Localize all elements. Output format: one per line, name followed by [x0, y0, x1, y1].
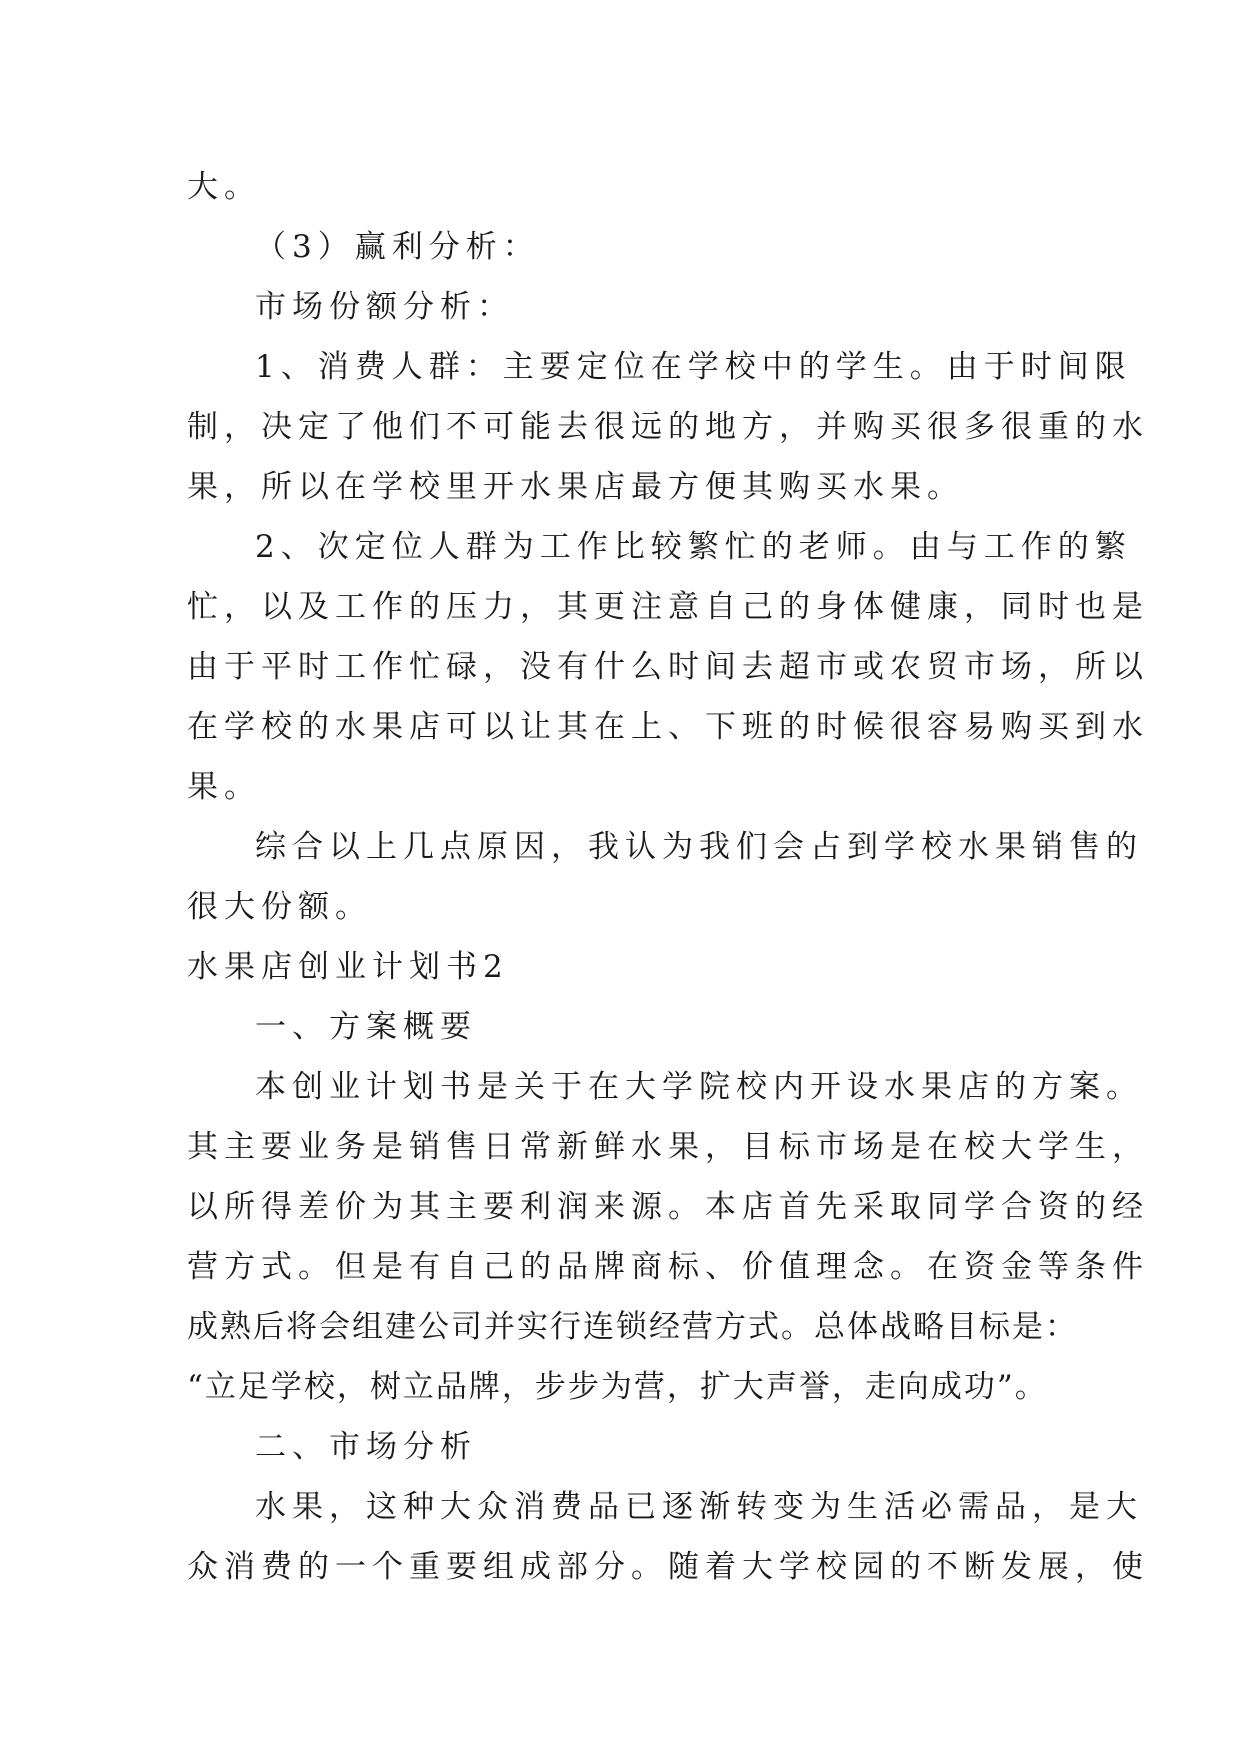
text-line: 大。: [187, 169, 261, 205]
text-line: 果。: [187, 769, 261, 805]
text-line: 众消费的一个重要组成部分。随着大学校园的不断发展，使: [187, 1549, 1149, 1585]
text-line: 成熟后将会组建公司并实行连锁经营方式。总体战略目标是：: [187, 1309, 1078, 1345]
text-line: 1、消费人群：主要定位在学校中的学生。由于时间限: [255, 349, 1132, 385]
text-line: “立足学校，树立品牌，步步为营，扩大声誉，走向成功”。: [187, 1369, 1048, 1405]
subsection-heading: 市场份额分析：: [255, 289, 514, 325]
section-heading: 一、方案概要: [255, 1009, 477, 1045]
text-line: 由于平时工作忙碌，没有什么时间去超市或农贸市场，所以: [187, 649, 1149, 685]
text-line: 本创业计划书是关于在大学院校内开设水果店的方案。: [255, 1069, 1143, 1105]
text-line: 综合以上几点原因，我认为我们会占到学校水果销售的: [255, 829, 1143, 865]
text-line: 2、次定位人群为工作比较繁忙的老师。由与工作的繁: [255, 529, 1132, 565]
text-line: 在学校的水果店可以让其在上、下班的时候很容易购买到水: [187, 709, 1149, 745]
text-line: 其主要业务是销售日常新鲜水果，目标市场是在校大学生，: [187, 1129, 1149, 1165]
text-line: 果，所以在学校里开水果店最方便其购买水果。: [187, 469, 964, 505]
section-heading: 二、市场分析: [255, 1429, 477, 1465]
text-line: 水果，这种大众消费品已逐渐转变为生活必需品，是大: [255, 1489, 1143, 1525]
text-line: 忙，以及工作的压力，其更注意自己的身体健康，同时也是: [187, 589, 1149, 625]
text-line: 很大份额。: [187, 889, 372, 925]
section-heading: （3）赢利分析：: [255, 229, 540, 265]
text-line: 以所得差价为其主要利润来源。本店首先采取同学合资的经: [187, 1189, 1149, 1225]
document-title: 水果店创业计划书2: [187, 949, 509, 985]
text-line: 营方式。但是有自己的品牌商标、价值理念。在资金等条件: [187, 1249, 1149, 1285]
text-line: 制，决定了他们不可能去很远的地方，并购买很多很重的水: [187, 409, 1149, 445]
